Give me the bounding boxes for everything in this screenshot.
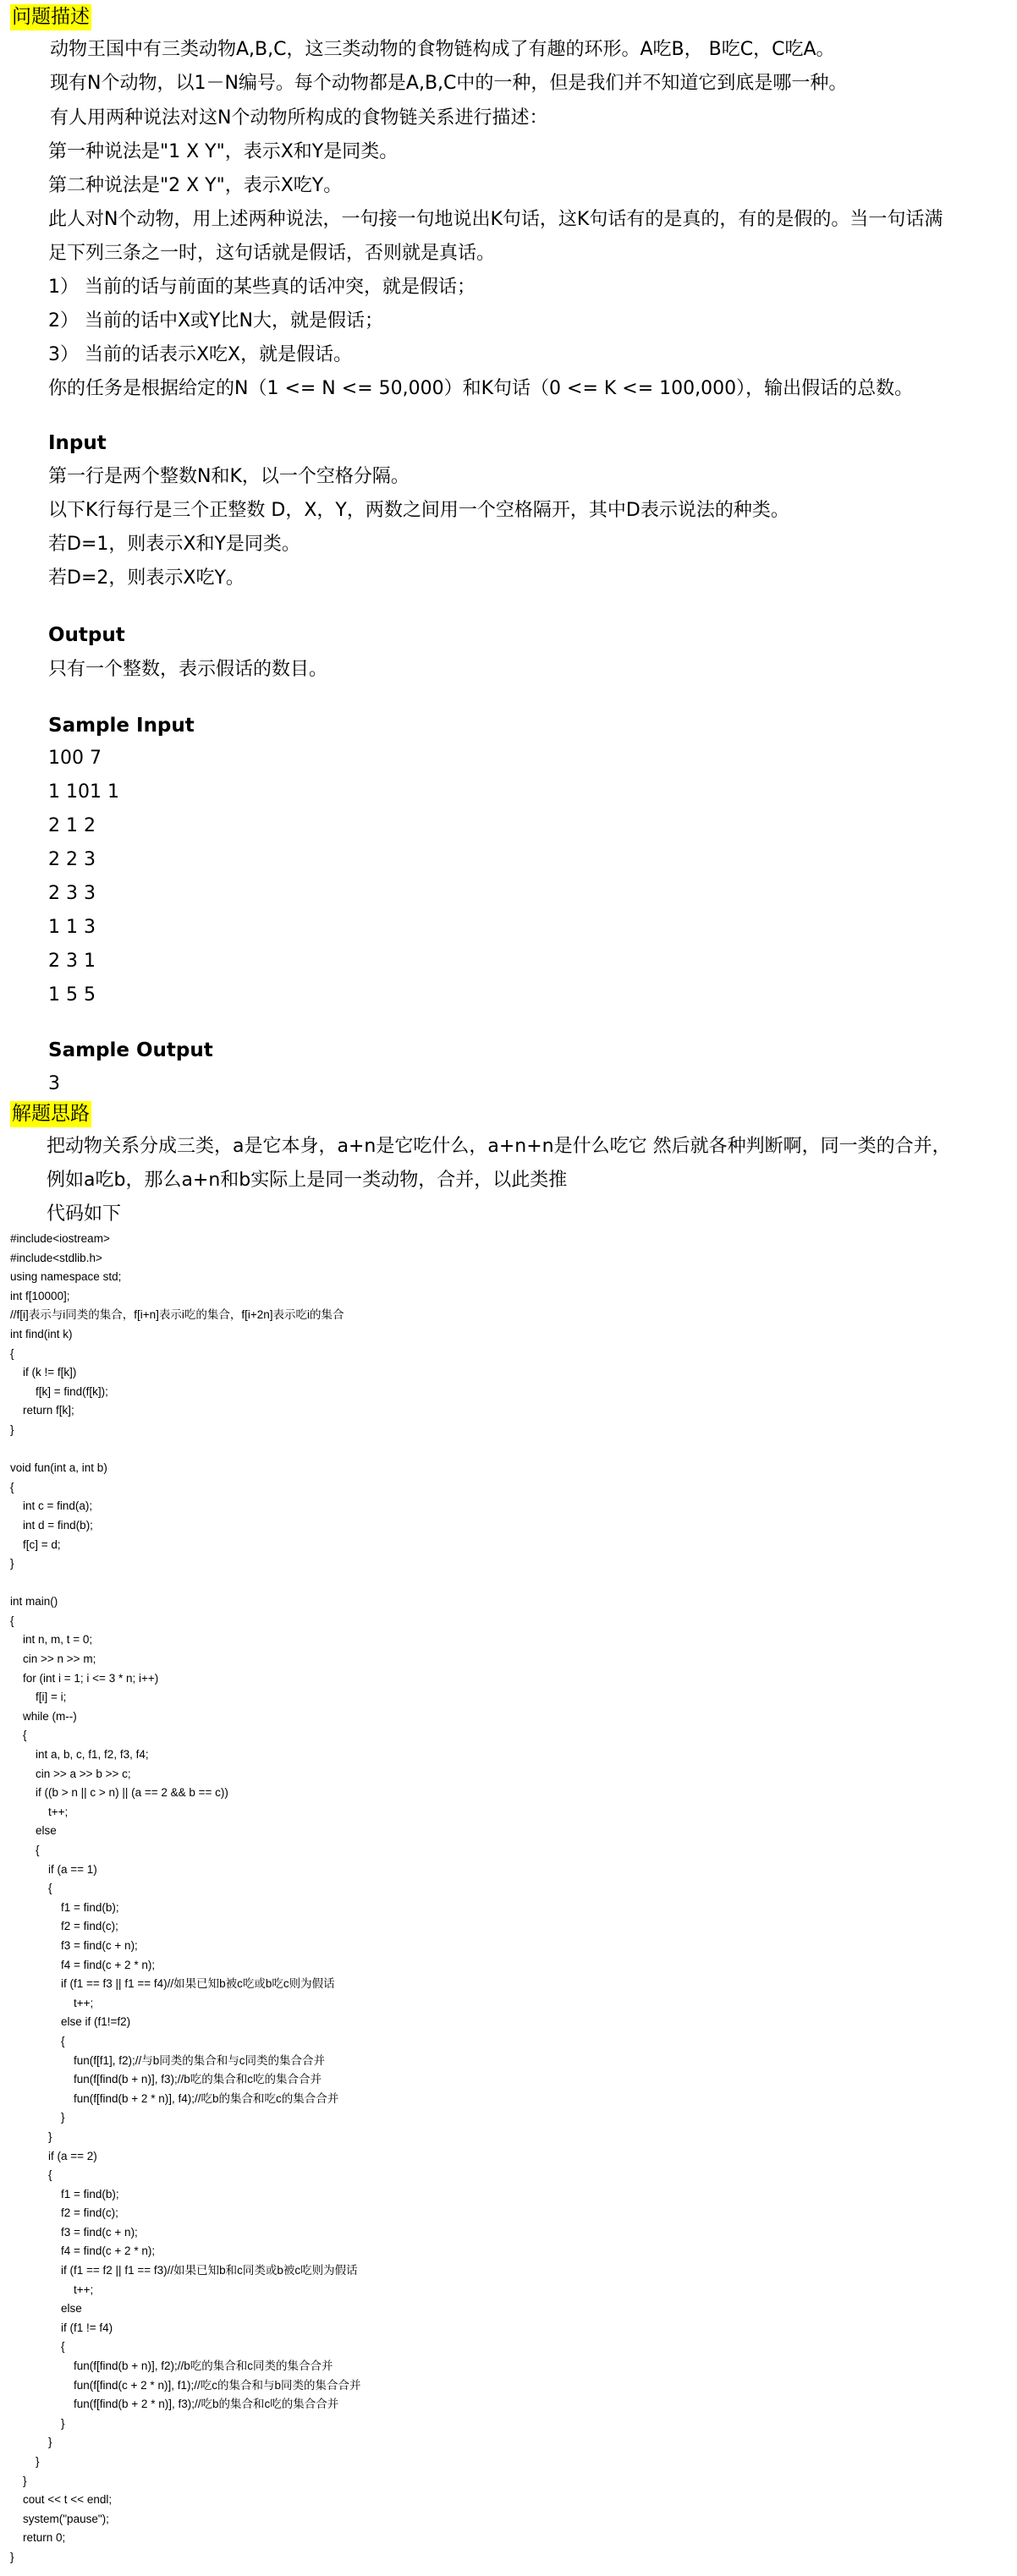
sample-input-line: 1 101 1	[48, 781, 119, 803]
code-block: #include<iostream> #include<stdlib.h> using namespace std; int f[10000]; //f[i]表示与i同类的集合，f[i+n]表示i吃的集合，f[i+2n]表示吃i的集合 int find(int k) { if (k != f[k]) f[k] = find(f[k]); return f[k]; } void fun(int a, int b) { int c = find(a); int d = find(b); f[c] = d; } int main() { int n, m, t = 0; cin >> n >> m; for (int i = 1; i <= 3 * n; i++) f[i] = i; while (m--) { int a, b, c, f1, f2, f3, f4; cin >> a >> b >> c; if ((b > n || c > n) || (a == 2 && b == c)) t++; else { if (a == 1) { f1 = find(b); f2 = find(c); f3 = find(c + n); f4 = find(c + 2 * n); if (f1 == f3 || f1 == f4)//如果已知b被c吃或b吃c则为假话 t++; else if (f1!=f2) { fun(f[f1], f2);//与b同类的集合和与c同类的集合合并 fun(f[find(b + n)], f3);//b吃的集合和c吃的集合合并 fun(f[find(b + 2 * n)], f4);//吃b的集合和吃c的集合合并 } } if (a == 2) { f1 = find(b); f2 = find(c); f3 = find(c + n); f4 = find(c + 2 * n); if (f1 == f2 || f1 == f3)//如果已知b和c同类或b被c吃则为假话 t++; else if (f1 != f4) { fun(f[find(b + n)], f2);//b吃的集合和c同类的集合合并 fun(f[find(c + 2 * n)], f1);//吃c的集合和与b同类的集合合并 fun(f[find(b + 2 * n)], f3);//吃b的集合和c吃的集合合并 } } } } cout << t << endl; system("pause"); return 0; }	[10, 1232, 361, 2563]
output-line: 只有一个整数，表示假话的数目。	[48, 659, 328, 680]
description-line: 3） 当前的话表示X吃X，就是假话。	[48, 344, 353, 365]
description-line: 1） 当前的话与前面的某些真的话冲突，就是假话；	[48, 277, 476, 298]
input-line: 以下K行每行是三个正整数 D，X，Y，两数之间用一个空格隔开，其中D表示说法的种类。	[48, 500, 789, 521]
sample-output-heading: Sample Output	[48, 1039, 213, 1061]
input-line: 第一行是两个整数N和K，以一个空格分隔。	[48, 466, 410, 487]
sample-output-line: 3	[48, 1073, 60, 1094]
sample-input-line: 2 2 3	[48, 849, 96, 870]
solution-line: 把动物关系分成三类，a是它本身，a+n是它吃什么，a+n+n是什么吃它 然后就各种判断啊，同一类的合并，	[47, 1136, 951, 1157]
input-heading: Input	[48, 432, 107, 454]
description-line: 足下列三条之一时，这句话就是假话，否则就是真话。	[48, 243, 496, 264]
description-line: 你的任务是根据给定的N（1 <= N <= 50,000）和K句话（0 <= K <= 100,000），输出假话的总数。	[48, 378, 914, 399]
description-line: 2） 当前的话中X或Y比N大，就是假话；	[48, 310, 383, 332]
description-line: 有人用两种说法对这N个动物所构成的食物链关系进行描述：	[50, 107, 548, 129]
solution-heading: 解题思路	[10, 1101, 91, 1127]
sample-input-line: 100 7	[48, 748, 102, 769]
description-line: 动物王国中有三类动物A,B,C，这三类动物的食物链构成了有趣的环形。A吃B， B吃C，C吃A。	[50, 39, 835, 60]
input-line: 若D=2，则表示X吃Y。	[48, 567, 245, 589]
solution-line: 代码如下	[47, 1203, 122, 1225]
sample-input-heading: Sample Input	[48, 715, 195, 737]
sample-input-line: 2 3 3	[48, 883, 96, 904]
sample-input-line: 2 1 2	[48, 815, 96, 836]
description-line: 第二种说法是"2 X Y"，表示X吃Y。	[48, 175, 343, 196]
sample-input-line: 2 3 1	[48, 951, 96, 972]
sample-input-line: 1 1 3	[48, 917, 96, 938]
description-line: 现有N个动物，以1－N编号。每个动物都是A,B,C中的一种，但是我们并不知道它到底是哪一种。	[50, 73, 848, 94]
description-line: 此人对N个动物，用上述两种说法，一句接一句地说出K句话，这K句话有的是真的，有的是假的。当一句话满	[48, 209, 943, 230]
problem-heading: 问题描述	[10, 4, 91, 30]
output-heading: Output	[48, 624, 125, 646]
solution-line: 例如a吃b，那么a+n和b实际上是同一类动物，合并，以此类推	[47, 1170, 568, 1191]
input-line: 若D=1，则表示X和Y是同类。	[48, 534, 300, 555]
sample-input-line: 1 5 5	[48, 984, 96, 1006]
description-line: 第一种说法是"1 X Y"，表示X和Y是同类。	[48, 141, 399, 162]
